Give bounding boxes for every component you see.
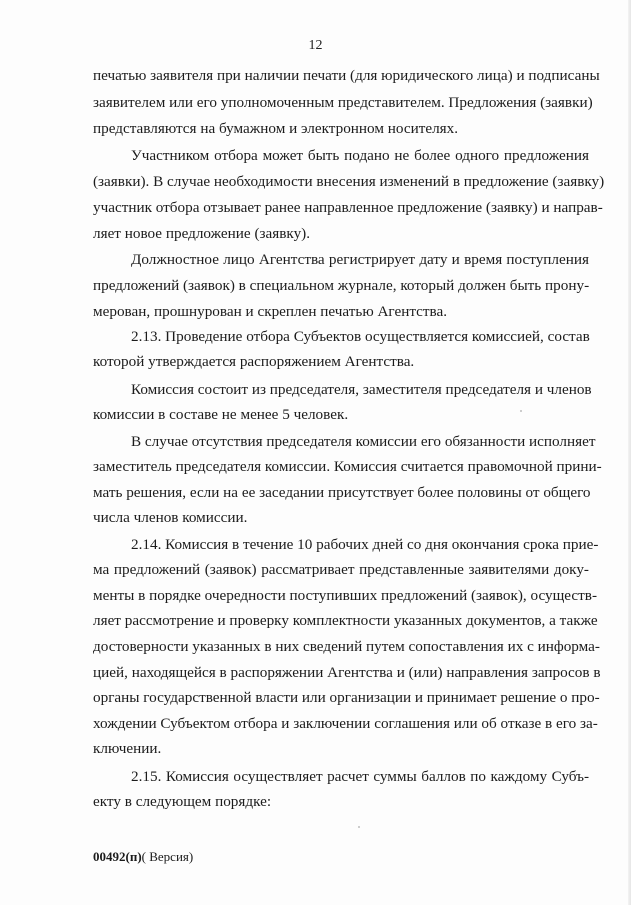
text-line: заявителем или его уполномоченным представителем. Предложения (заявки) [93, 94, 593, 111]
text-line: Комиссия состоит из председателя, заместителя председателя и членов [131, 381, 592, 398]
document-footer [93, 849, 193, 865]
document-code: 00492(п) [93, 849, 142, 864]
text-line: предложений (заявок) в специальном журнале, который должен быть прону- [93, 277, 590, 294]
text-line: 2.13. Проведение отбора Субъектов осуществляется комиссией, состав [131, 328, 590, 345]
text-line: екту в следующем порядке: [93, 793, 272, 810]
text-line: ляет рассмотрение и проверку комплектности указанных документов, а также [93, 612, 598, 629]
text-line: комиссии в составе не менее 5 человек. [93, 406, 349, 423]
text-line: Должностное лицо Агентства регистрирует дату и время поступления [131, 251, 589, 268]
text-line: которой утверждается распоряжением Агентства. [93, 353, 415, 370]
text-line: ма предложений (заявок) рассматривает представленные заявителями доку- [93, 561, 589, 578]
text-line: печатью заявителя при наличии печати (для юридического лица) и подписаны [93, 67, 600, 84]
text-line: В случае отсутствия председателя комиссии его обязанности исполняет [131, 433, 596, 450]
text-line: ляет новое предложение (заявку). [93, 225, 311, 242]
text-line: заместитель председателя комиссии. Комиссия считается правомочной прини- [93, 458, 602, 475]
text-line: достоверности указанных в них сведений путем сопоставления их с информа- [93, 638, 600, 655]
text-line: ключении. [93, 740, 162, 757]
text-line: участник отбора отзывает ранее направленное предложение (заявку) и направ- [93, 199, 603, 216]
text-line: мать решения, если на ее заседании присутствует более половины от общего [93, 484, 591, 501]
document-version: ( Версия) [141, 849, 194, 864]
text-line: менты в порядке очередности поступивших предложений (заявок), осуществ- [93, 587, 598, 604]
text-line: органы государственной власти или организации и принимает решение о про- [93, 689, 600, 706]
text-line: Участником отбора может быть подано не более одного предложения [131, 147, 589, 164]
text-line: 2.15. Комиссия осуществляет расчет суммы баллов по каждому Субъ- [131, 768, 589, 785]
text-line: числа членов комиссии. [93, 509, 248, 526]
text-line: хождении Субъектом отбора и заключении соглашения или об отказе в его за- [93, 715, 598, 732]
text-line: представляются на бумажном и электронном носителях. [93, 120, 459, 137]
text-line: мерован, прошнурован и скреплен печатью Агентства. [93, 303, 448, 320]
scan-speck [358, 826, 360, 828]
text-line: 2.14. Комиссия в течение 10 рабочих дней со дня окончания срока прие- [131, 536, 599, 553]
page-number: 12 [308, 38, 323, 53]
text-line: цией, находящейся в распоряжении Агентства и (или) направления запросов в [93, 664, 601, 681]
text-line: (заявки). В случае необходимости внесения изменений в предложение (заявку) [93, 173, 605, 190]
scan-speck [520, 410, 522, 412]
